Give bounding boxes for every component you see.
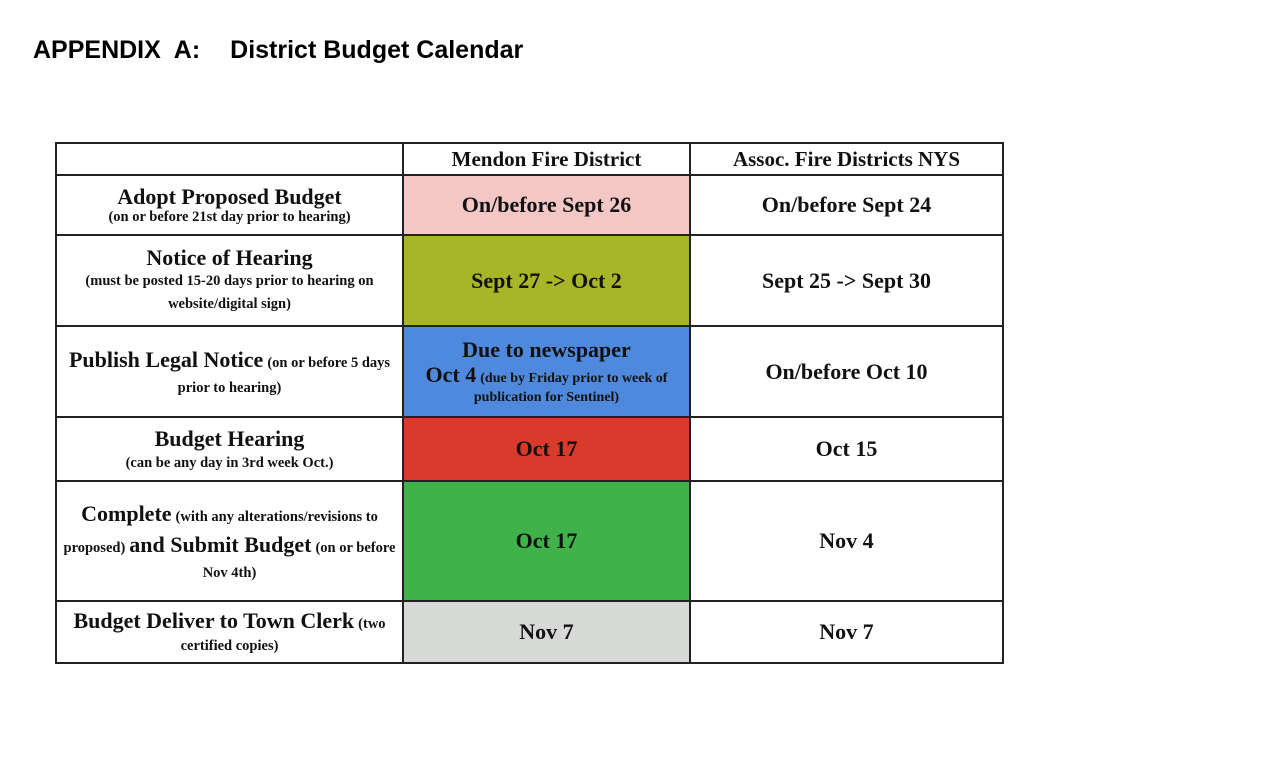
header-mendon: Mendon Fire District <box>403 143 690 175</box>
task-title: Complete <box>81 500 172 526</box>
mendon-line-1: Due to newspaper <box>462 336 631 362</box>
task-cell <box>56 235 403 326</box>
afdnys-date-cell: Sept 25 -> Sept 30 <box>690 235 1003 326</box>
task-cell <box>56 175 403 235</box>
task-note-2: (on or before Nov 4th) <box>202 540 396 582</box>
task-note: (can be any day in 3rd week Oct.) <box>125 455 334 472</box>
task-note: (must be posted 15-20 days prior to hearing on website/digital sign) <box>85 272 374 313</box>
table-row <box>56 175 1003 235</box>
mendon-date-cell: On/before Sept 26 <box>403 175 690 235</box>
mendon-date-cell: Oct 17 <box>403 417 690 481</box>
budget-calendar-table <box>55 142 1004 664</box>
afdnys-date-cell: Oct 15 <box>690 417 1003 481</box>
table-row <box>56 481 1003 601</box>
task-note: (two certified copies) <box>180 616 386 654</box>
mendon-date-cell: Sept 27 -> Oct 2 <box>403 235 690 326</box>
page-title: District Budget Calendar <box>230 36 524 64</box>
task-cell <box>56 326 403 417</box>
task-title: Adopt Proposed Budget <box>117 184 342 210</box>
task-title: Budget Deliver to Town Clerk <box>73 608 355 634</box>
mendon-line-2: Oct 4 <box>425 362 477 388</box>
afdnys-date-cell: Nov 7 <box>690 601 1003 663</box>
afdnys-date-cell: On/before Oct 10 <box>690 326 1003 417</box>
mendon-date-cell: Oct 17 <box>403 481 690 601</box>
table-row <box>56 601 1003 663</box>
task-note: (on or before 21st day prior to hearing) <box>108 209 351 226</box>
appendix-label: APPENDIX A: <box>33 36 201 64</box>
table-header-row <box>56 143 1003 175</box>
afdnys-date-cell: On/before Sept 24 <box>690 175 1003 235</box>
task-note: (with any alterations/revisions to proposed) <box>63 508 378 557</box>
task-cell <box>56 481 403 601</box>
header-afdnys: Assoc. Fire Districts NYS <box>690 143 1003 175</box>
header-task <box>56 143 403 175</box>
mendon-note: (due by Friday prior to week of publication for Sentinel) <box>473 371 668 405</box>
task-title-2: and Submit Budget <box>129 532 312 558</box>
task-cell <box>56 417 403 481</box>
table-row <box>56 326 1003 417</box>
table-row <box>56 235 1003 326</box>
task-title: Notice of Hearing <box>146 244 313 270</box>
task-cell <box>56 601 403 663</box>
mendon-date-cell: Nov 7 <box>403 601 690 663</box>
afdnys-date-cell: Nov 4 <box>690 481 1003 601</box>
table-row <box>56 417 1003 481</box>
task-note: (on or before 5 days prior to hearing) <box>177 355 391 396</box>
task-title: Publish Legal Notice <box>68 347 264 372</box>
mendon-date-cell <box>403 326 690 417</box>
page-heading <box>33 36 523 65</box>
task-title: Budget Hearing <box>154 426 305 452</box>
